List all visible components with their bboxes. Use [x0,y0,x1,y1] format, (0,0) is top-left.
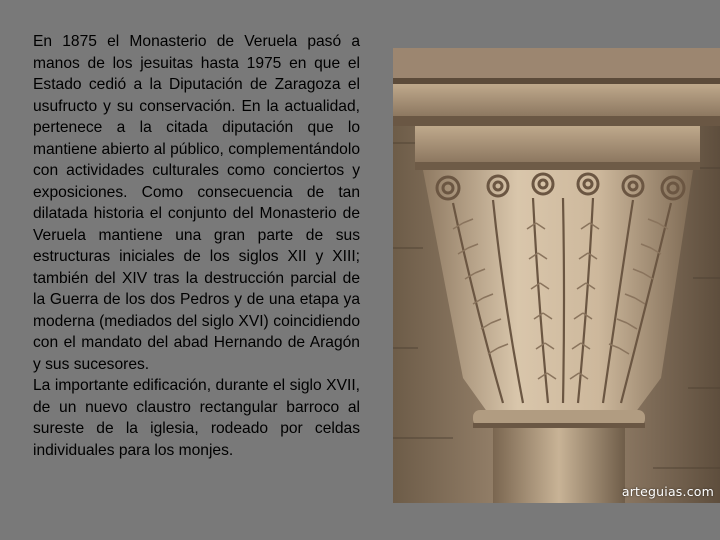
paragraph-history: En 1875 el Monasterio de Veruela pasó a manos de los jesuitas hasta 1975 en que el Estado cedió a la Diputación de Zaragoza el usufructo y su conservación. En la actualidad, pertenece a la citada diputación que lo mantiene abierto al público, complementándolo con actividades culturales como conciertos y exposiciones. Como consecuencia de tan dilatada historia el conjunto del Monasterio de Veruela mantiene una gran parte de sus estructuras iniciales de los siglos XII y XIII; también del XIV tras la destrucción parcial de la Guerra de los dos Pedros y de una etapa ya moderna (mediados del siglo XVI) coincidiendo con el mandato del abad Hernando de Aragón y sus sucesores. [33,33,360,373]
body-text [33,31,360,461]
capital-photo [393,48,720,503]
watermark-text: arteguias.com [621,484,714,499]
paragraph-cloister: La importante edificación, durante el siglo XVII, de un nuevo claustro rectangular barroco al sureste de la iglesia, rodeado por celdas individuales para los monjes. [33,377,360,459]
